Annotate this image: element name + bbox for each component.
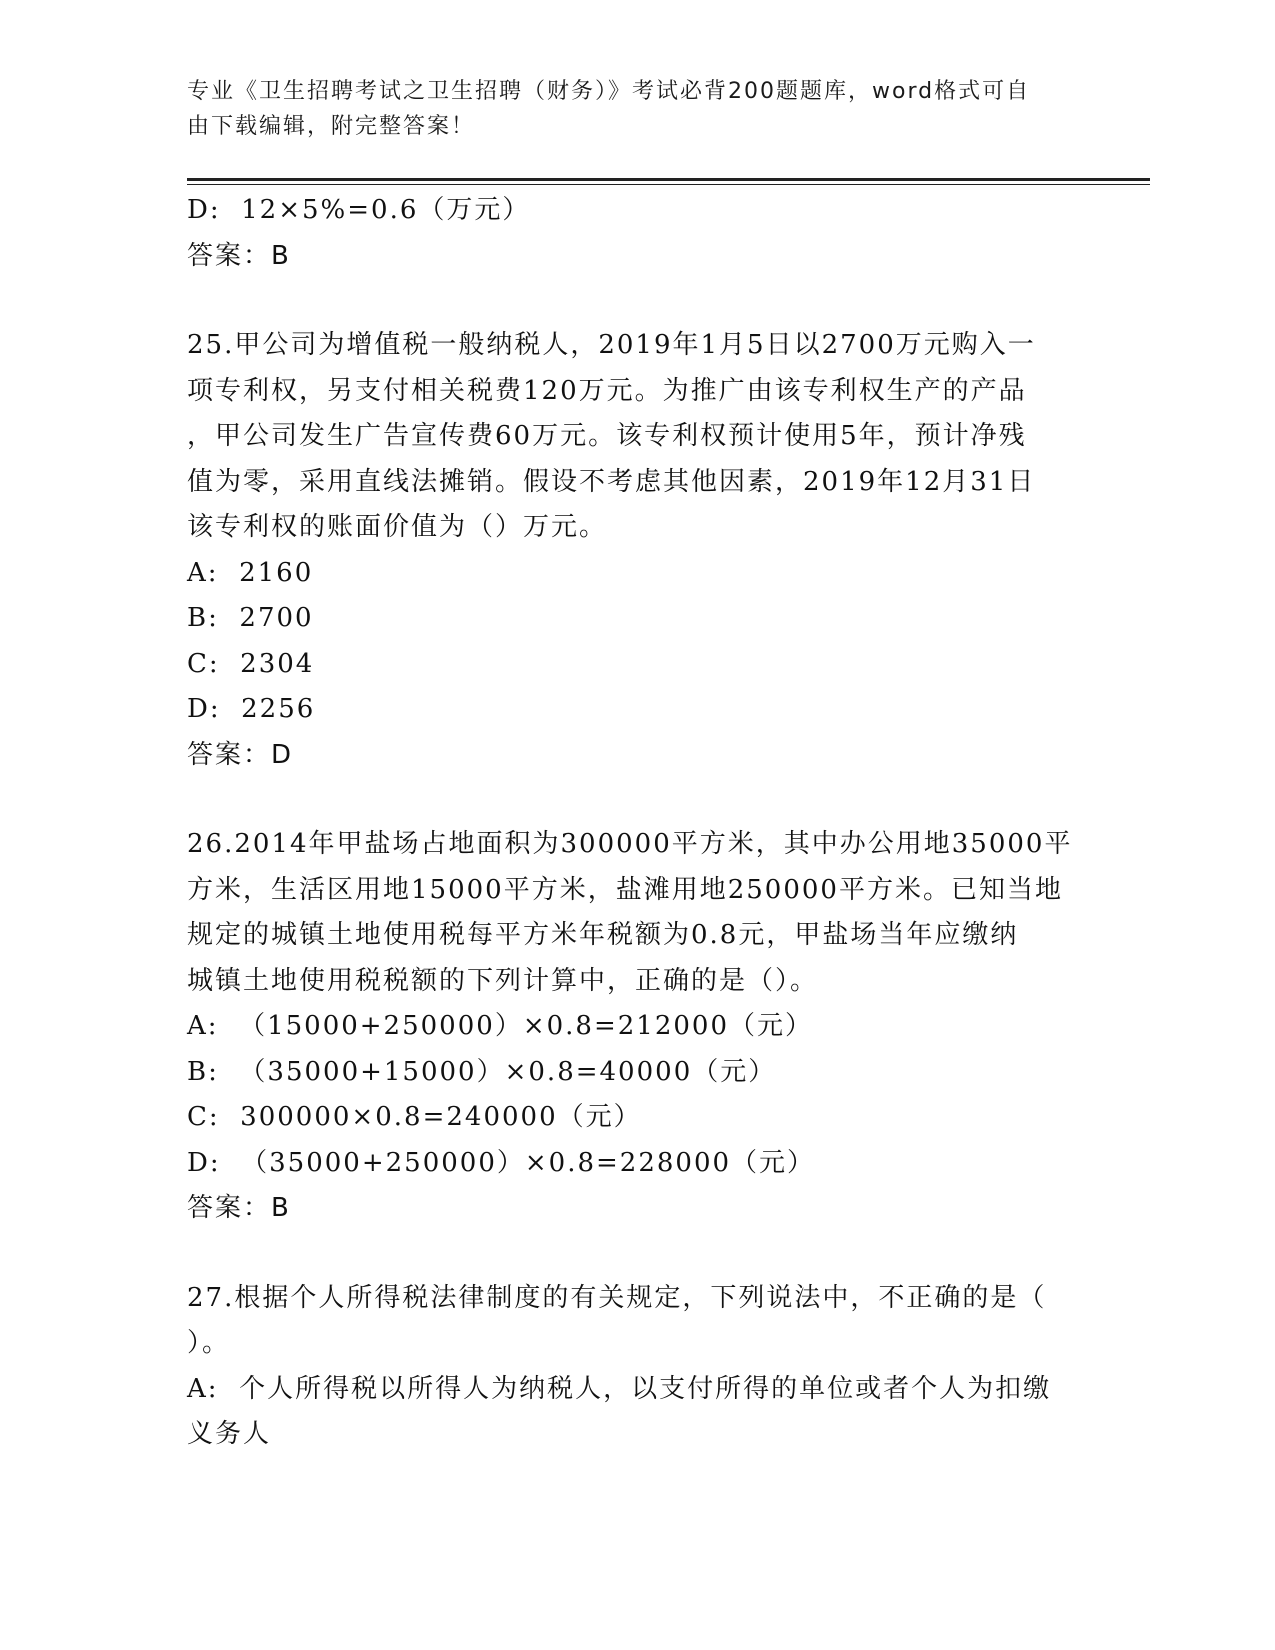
question-26-line: 城镇土地使用税税额的下列计算中，正确的是（）。 <box>187 965 819 996</box>
question-27 <box>187 1276 1077 1458</box>
question-26 <box>187 822 1077 1232</box>
question-27-option-a: A: 个人所得税以所得人为纳税人，以支付所得的单位或者个人为扣缴 <box>187 1373 1052 1404</box>
question-26-line: 26.2014年甲盐场占地面积为300000平方米，其中办公用地35000平 <box>187 829 1073 859</box>
question-25-option-a: A: 2160 <box>187 557 314 588</box>
question-26-answer: 答案：B <box>187 1193 291 1223</box>
question-26-option-b: B: （35000+15000）×0.8=40000（元） <box>187 1056 777 1087</box>
question-25-answer: 答案：D <box>187 739 294 770</box>
section-gap <box>187 778 1077 822</box>
question-26-option-d: D: （35000+250000）×0.8=228000（元） <box>187 1147 816 1178</box>
question-27-line: ）。 <box>187 1328 231 1358</box>
question-25-line: 值为零，采用直线法摊销。假设不考虑其他因素，2019年12月31日 <box>187 466 1036 497</box>
header-divider <box>187 178 1150 181</box>
document-header <box>187 74 1067 144</box>
question-25 <box>187 323 1077 778</box>
question-26-line: 方米，生活区用地15000平方米，盐滩用地250000平方米。已知当地 <box>187 874 1063 905</box>
document-body <box>187 188 1077 1458</box>
section-gap <box>187 1232 1077 1276</box>
question-25-line: 项专利权，另支付相关税费120万元。为推广由该专利权生产的产品 <box>187 375 1027 406</box>
question-25-line: 25.甲公司为增值税一般纳税人，2019年1月5日以2700万元购入一 <box>187 330 1036 360</box>
question-25-option-b: B: 2700 <box>187 603 314 633</box>
prev-answer: 答案：B <box>187 240 291 271</box>
question-25-line: 该专利权的账面价值为（）万元。 <box>187 512 608 542</box>
question-26-line: 规定的城镇土地使用税每平方米年税额为0.8元，甲盐场当年应缴纳 <box>187 920 1019 950</box>
header-line-2: 由下载编辑，附完整答案！ <box>187 114 476 139</box>
header-line-1: 专业《卫生招聘考试之卫生招聘（财务）》考试必背200题题库，word格式可自 <box>187 79 1031 104</box>
question-25-option-c: C: 2304 <box>187 648 315 679</box>
prev-option-d: D: 12×5%=0.6（万元） <box>187 195 531 225</box>
question-27-line: 27.根据个人所得税法律制度的有关规定，下列说法中，不正确的是（ <box>187 1282 1047 1313</box>
section-gap <box>187 279 1077 323</box>
header-divider-thin <box>187 184 1150 185</box>
question-27-option-a-cont: 义务人 <box>187 1419 272 1449</box>
question-26-option-c: C: 300000×0.8=240000（元） <box>187 1102 642 1132</box>
question-26-option-a: A: （15000+250000）×0.8=212000（元） <box>187 1011 813 1041</box>
question-25-option-d: D: 2256 <box>187 694 316 724</box>
question-25-line: ，甲公司发生广告宣传费60万元。该专利权预计使用5年，预计净残 <box>187 421 1027 451</box>
